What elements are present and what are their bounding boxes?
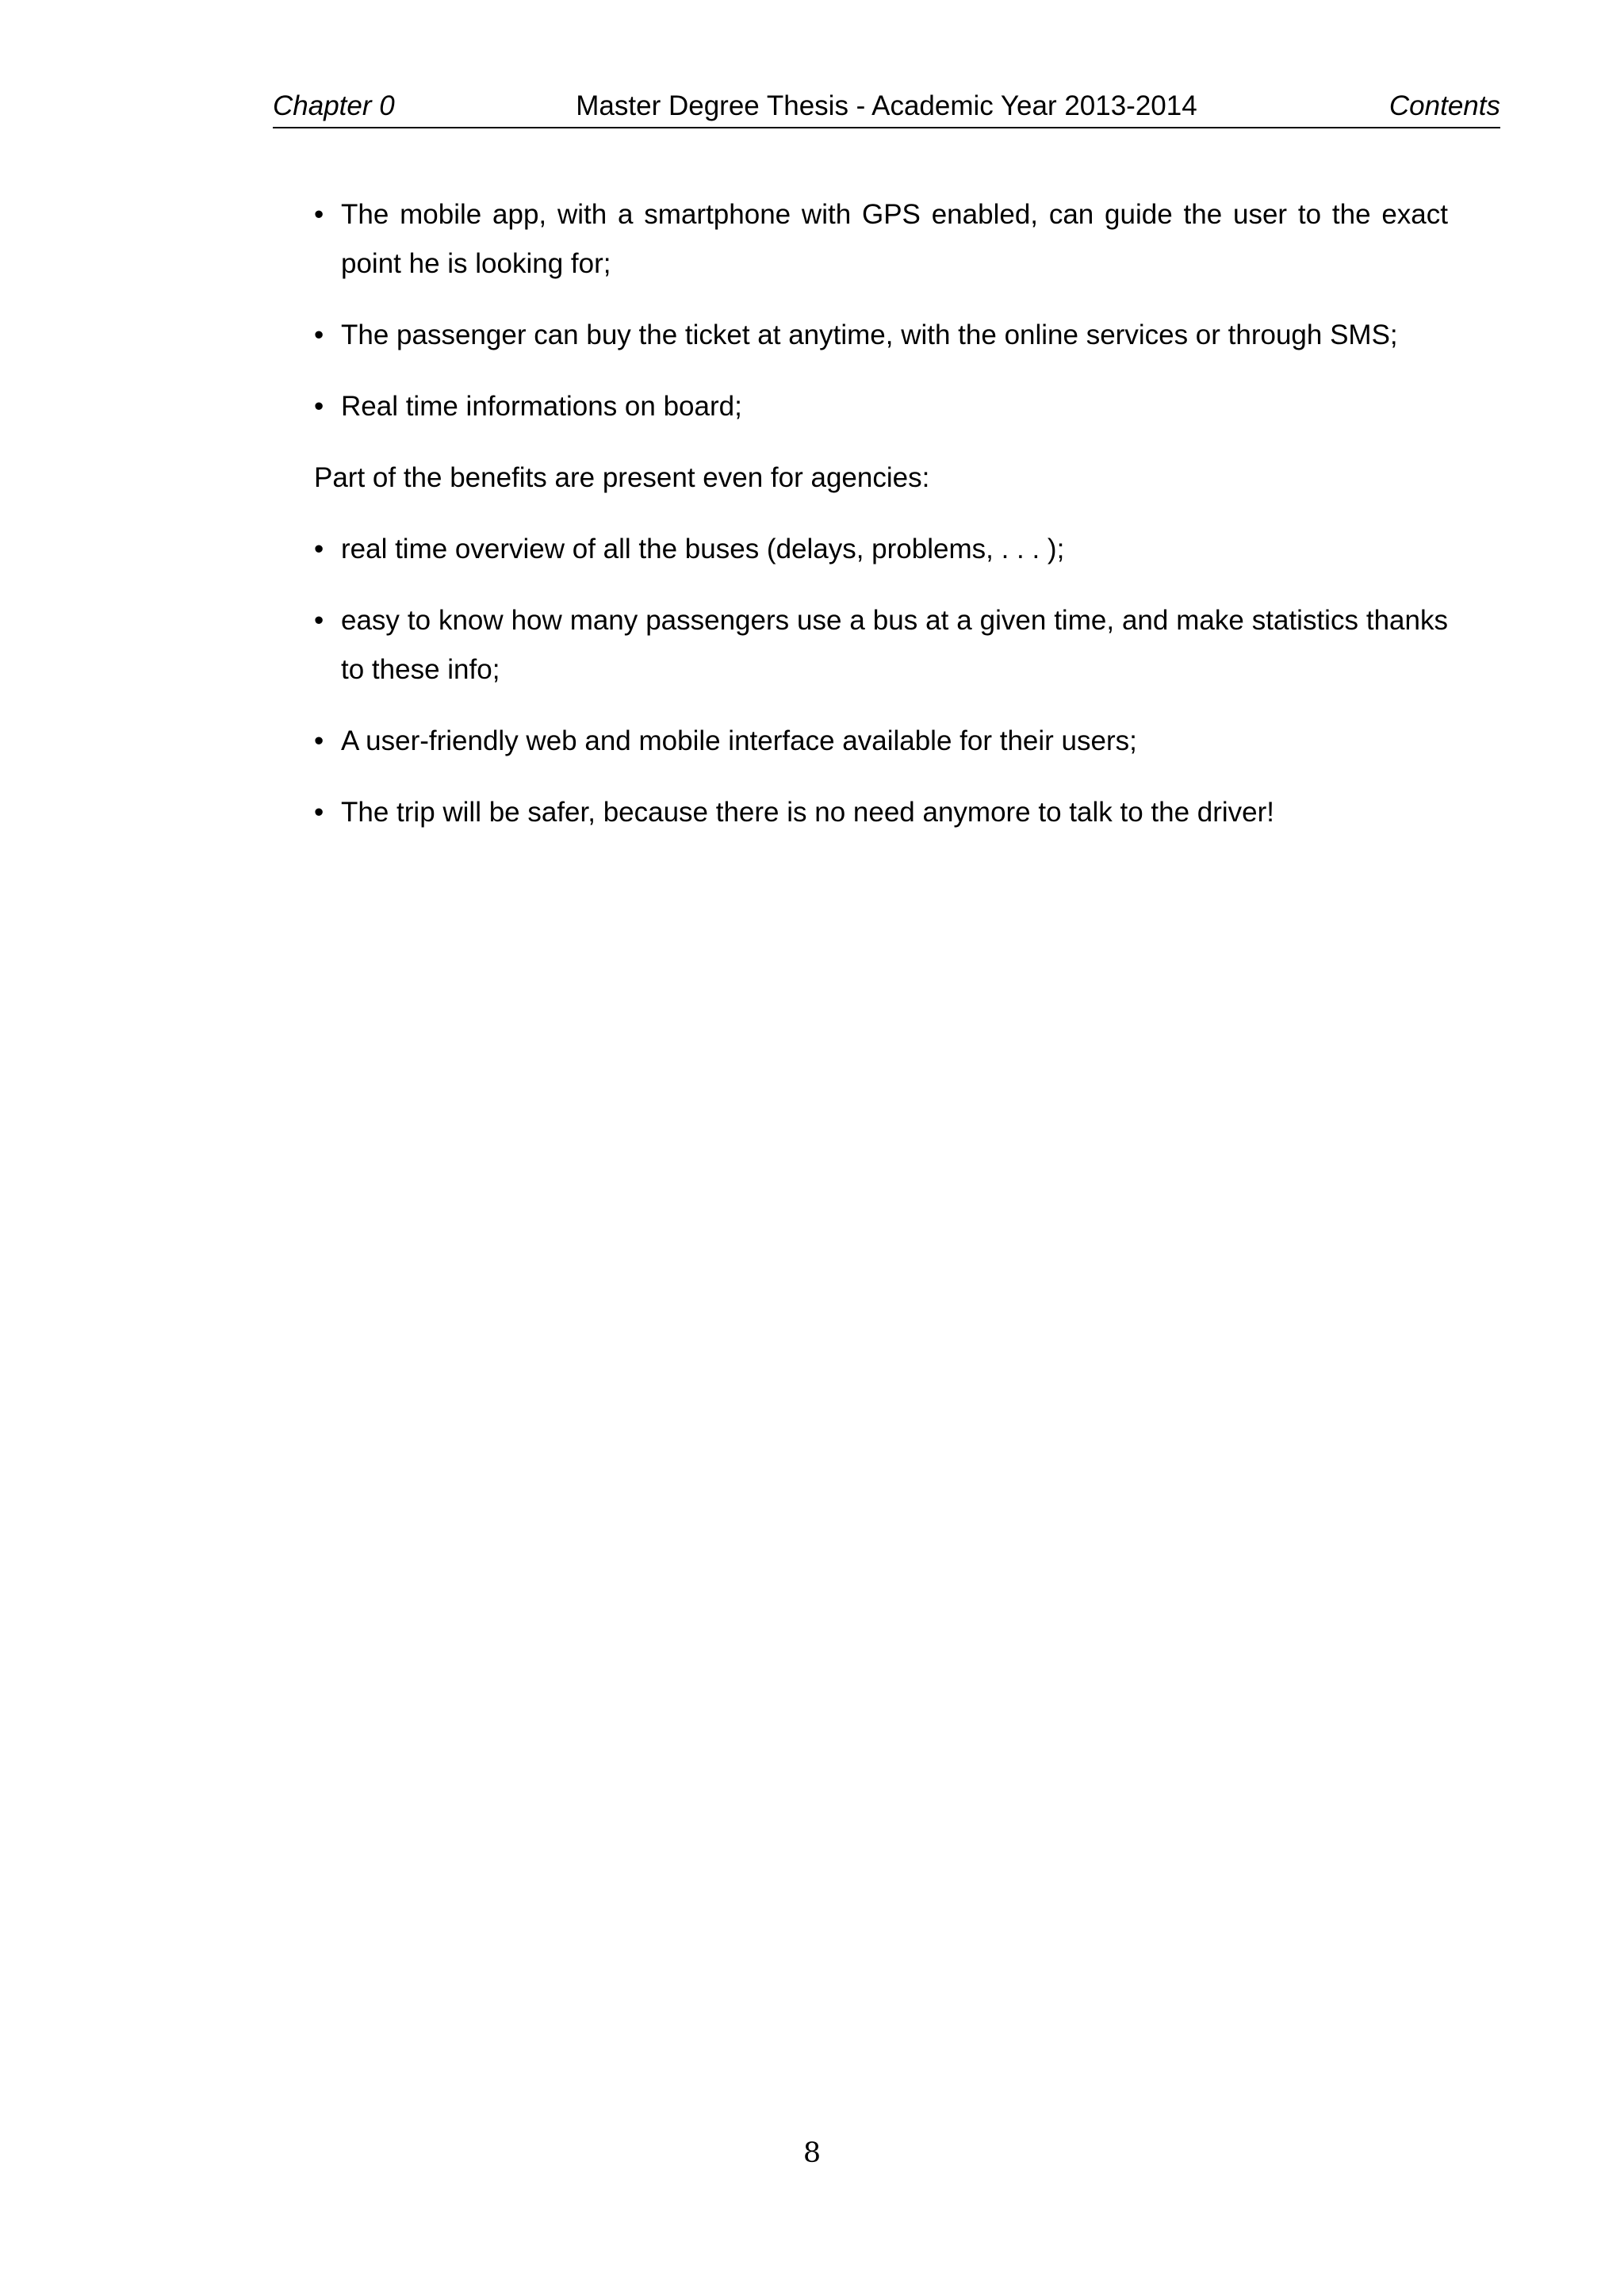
list-item (314, 525, 1448, 574)
list-item (314, 190, 1448, 289)
page-number: 8 (802, 2137, 822, 2169)
list-item (314, 382, 1448, 431)
bullet-icon: • (314, 605, 324, 636)
header-chapter: Chapter 0 (273, 90, 395, 121)
bullet-icon: • (314, 534, 324, 564)
bullet-icon: • (314, 320, 324, 350)
list-item (314, 717, 1448, 766)
header-section: Contents (1388, 90, 1500, 121)
list-item-text: real time overview of all the buses (delays, problems, . . . ); (341, 534, 1065, 564)
list-item (314, 596, 1448, 695)
bullet-icon: • (314, 391, 324, 422)
list-item-text: The passenger can buy the ticket at anytime, with the online services or through SMS; (341, 320, 1398, 350)
benefits-list-passengers (314, 190, 1448, 431)
bullet-icon: • (314, 199, 324, 230)
page-body (314, 190, 1448, 859)
intro-paragraph: Part of the benefits are present even for agencies: (314, 462, 930, 493)
list-item (314, 788, 1448, 837)
benefits-list-agencies (314, 525, 1448, 837)
list-item-text: The mobile app, with a smartphone with GPS enabled, can guide the user to the exact point he is looking for; (341, 199, 1448, 279)
header-title: Master Degree Thesis - Academic Year 2013-2014 (576, 90, 1197, 121)
list-item-text: easy to know how many passengers use a bus at a given time, and make statistics thanks to these info; (341, 605, 1448, 685)
list-item-text: Real time informations on board; (341, 391, 742, 422)
list-item-text: A user-friendly web and mobile interface available for their users; (341, 725, 1137, 756)
list-item-text: The trip will be safer, because there is no need anymore to talk to the driver! (341, 797, 1275, 828)
bullet-icon: • (314, 797, 324, 828)
page-header (273, 86, 1500, 128)
bullet-icon: • (314, 725, 324, 756)
list-item (314, 311, 1448, 360)
